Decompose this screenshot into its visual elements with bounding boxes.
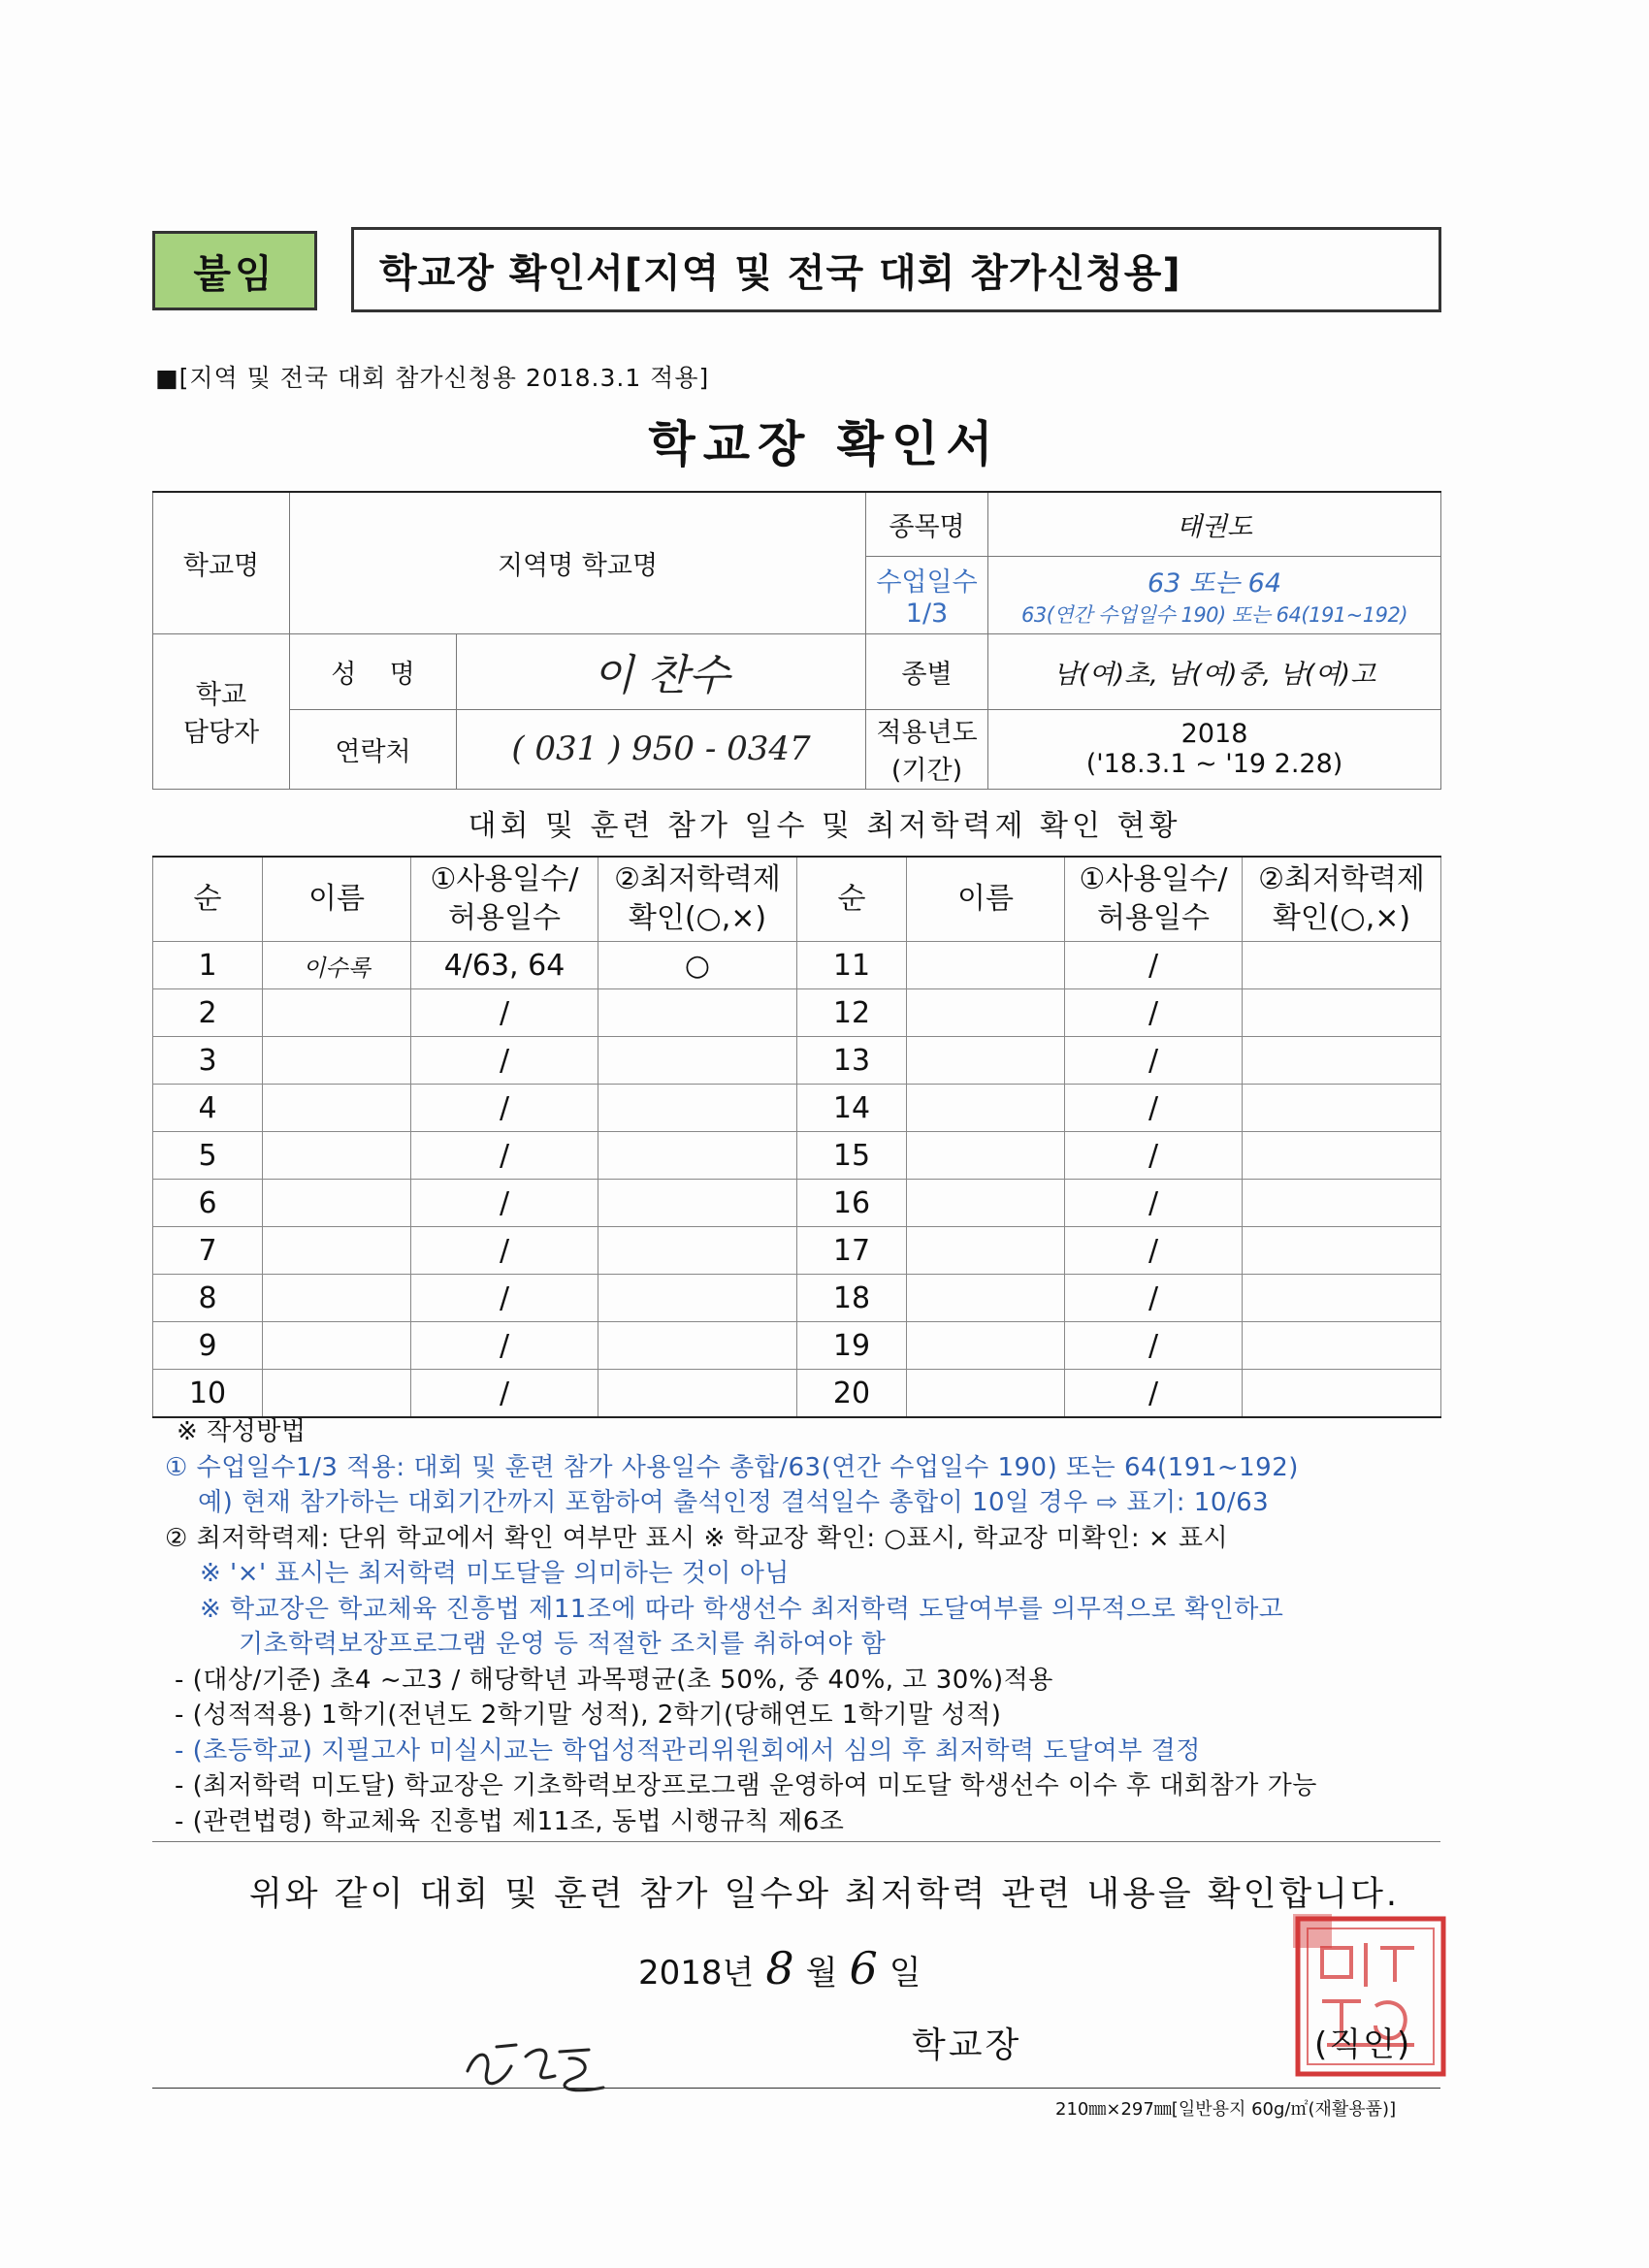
instructions-heading: ※ 작성방법 bbox=[177, 1417, 307, 1446]
table-row bbox=[153, 1180, 1441, 1227]
row-check bbox=[1243, 1085, 1441, 1132]
row-check bbox=[598, 1275, 797, 1322]
row-name bbox=[263, 1322, 411, 1370]
instructions-lines bbox=[165, 1450, 1445, 1840]
period-value-line2: ('18.3.1 ~ '19 2.28) bbox=[1085, 749, 1343, 779]
row-days: / bbox=[1065, 1037, 1243, 1085]
instruction-line: - (초등학교) 지필고사 미실시교는 학업성적관리위원회에서 심의 후 최저학력 도달여부 결정 bbox=[175, 1735, 1201, 1766]
row-number: 18 bbox=[797, 1275, 907, 1322]
row-check bbox=[598, 989, 797, 1037]
header-days-line2: 허용일수 bbox=[448, 901, 561, 935]
row-days: / bbox=[1065, 942, 1243, 989]
row-number: 17 bbox=[797, 1227, 907, 1275]
row-days: / bbox=[1065, 1227, 1243, 1275]
row-name bbox=[263, 1227, 411, 1275]
row-number: 4 bbox=[153, 1085, 263, 1132]
school-info-table bbox=[152, 491, 1440, 790]
table-row bbox=[153, 1275, 1441, 1322]
row-days: / bbox=[1065, 1132, 1243, 1180]
row-name bbox=[907, 1037, 1065, 1085]
instruction-line: ② 최저학력제: 단위 학교에서 확인 여부만 표시 ※ 학교장 확인: ○표시, 학교장 미확인: × 표시 bbox=[165, 1523, 1229, 1553]
type-value: 남(여)초, 남(여)중, 남(여)고 bbox=[988, 633, 1441, 709]
row-name bbox=[263, 1037, 411, 1085]
row-check: ○ bbox=[598, 942, 797, 989]
seal-label: (직인) bbox=[1314, 2025, 1412, 2064]
row-number: 19 bbox=[797, 1322, 907, 1370]
header-days-line2: 허용일수 bbox=[1097, 901, 1210, 935]
row-check bbox=[598, 1370, 797, 1418]
row-name bbox=[263, 1370, 411, 1418]
instruction-line: - (관련법령) 학교체육 진흥법 제11조, 동법 시행규칙 제6조 bbox=[175, 1806, 845, 1836]
manager-label bbox=[153, 633, 290, 789]
school-name-value: 지역명 학교명 bbox=[290, 492, 866, 633]
date-day: 6 bbox=[849, 1942, 878, 1994]
contact-value: ( 031 ) 950 - 0347 bbox=[457, 709, 866, 789]
participation-rows bbox=[153, 942, 1441, 1418]
confirmation-statement: 위와 같이 대회 및 훈련 참가 일수와 최저학력 관련 내용을 확인합니다. bbox=[248, 1875, 1401, 1914]
header-days-line1: ①사용일수/ bbox=[430, 862, 579, 896]
row-name bbox=[907, 942, 1065, 989]
row-name bbox=[907, 1227, 1065, 1275]
paper-spec-footer: 210㎜×297㎜[일반용지 60g/㎡(재활용품)] bbox=[1055, 2099, 1397, 2120]
instruction-line: 기초학력보장프로그램 운영 등 적절한 조치를 취하여야 함 bbox=[239, 1630, 887, 1659]
row-name bbox=[263, 989, 411, 1037]
row-number: 5 bbox=[153, 1132, 263, 1180]
row-days: / bbox=[411, 1085, 598, 1132]
table-row bbox=[153, 1037, 1441, 1085]
header-days bbox=[1065, 857, 1243, 942]
row-days: / bbox=[1065, 1085, 1243, 1132]
instruction-line: ※ 학교장은 학교체육 진흥법 제11조에 따라 학생선수 최저학력 도달여부를 의무적으로 확인하고 bbox=[200, 1594, 1284, 1624]
row-number: 11 bbox=[797, 942, 907, 989]
row-check bbox=[1243, 942, 1441, 989]
row-name bbox=[907, 1370, 1065, 1418]
date-month-unit: 월 bbox=[805, 1954, 838, 1993]
row-number: 15 bbox=[797, 1132, 907, 1180]
type-label: 종별 bbox=[866, 633, 988, 709]
class-days-label bbox=[866, 556, 988, 633]
contact-label: 연락처 bbox=[290, 709, 457, 789]
table-row bbox=[153, 1085, 1441, 1132]
row-days: / bbox=[411, 1132, 598, 1180]
row-name bbox=[907, 1085, 1065, 1132]
table-row bbox=[153, 989, 1441, 1037]
instructions bbox=[165, 1414, 1445, 1839]
row-check bbox=[1243, 1037, 1441, 1085]
row-days: / bbox=[1065, 1322, 1243, 1370]
row-name bbox=[263, 1180, 411, 1227]
header-check-line2: 확인(○,×) bbox=[628, 901, 767, 935]
signing-date bbox=[638, 1942, 922, 1994]
row-check bbox=[598, 1037, 797, 1085]
row-name bbox=[907, 1132, 1065, 1180]
row-number: 3 bbox=[153, 1037, 263, 1085]
period-value bbox=[988, 709, 1441, 789]
row-number: 8 bbox=[153, 1275, 263, 1322]
header-no: 순 bbox=[797, 857, 907, 942]
instruction-line: - (대상/기준) 초4 ~고3 / 해당학년 과목평균(초 50%, 중 40%, 고 30%)적용 bbox=[175, 1665, 1053, 1695]
row-check bbox=[1243, 1275, 1441, 1322]
row-check bbox=[598, 1227, 797, 1275]
row-check bbox=[1243, 1370, 1441, 1418]
row-days: / bbox=[1065, 989, 1243, 1037]
instruction-line: - (최저학력 미도달) 학교장은 기초학력보장프로그램 운영하여 미도달 학생선수 이수 후 대회참가 가능 bbox=[175, 1771, 1317, 1800]
table-row bbox=[153, 942, 1441, 989]
period-label-line2: (기간) bbox=[890, 756, 963, 786]
class-days-value-line1: 63 또는 64 bbox=[1147, 567, 1282, 599]
header-check-line1: ②최저학력제 bbox=[614, 862, 781, 896]
name-value: 이 찬수 bbox=[457, 633, 866, 709]
header-check bbox=[1243, 857, 1441, 942]
row-name bbox=[907, 1322, 1065, 1370]
header-name: 이름 bbox=[907, 857, 1065, 942]
row-days: / bbox=[411, 1370, 598, 1418]
row-check bbox=[1243, 1180, 1441, 1227]
row-check bbox=[1243, 1227, 1441, 1275]
participation-table bbox=[152, 856, 1440, 1418]
date-year: 2018년 bbox=[638, 1954, 755, 1993]
row-days: 4/63, 64 bbox=[411, 942, 598, 989]
page-title: 학교장 확인서 bbox=[648, 416, 1001, 472]
period-label-line1: 적용년도 bbox=[876, 718, 978, 748]
row-days: / bbox=[1065, 1180, 1243, 1227]
date-month: 8 bbox=[765, 1942, 794, 1994]
row-name bbox=[907, 1275, 1065, 1322]
document-header-title: 학교장 확인서[지역 및 전국 대회 참가신청용] bbox=[351, 227, 1441, 312]
row-number: 6 bbox=[153, 1180, 263, 1227]
date-day-unit: 일 bbox=[889, 1954, 922, 1993]
class-days-label-line1: 수업일수 bbox=[876, 567, 978, 598]
table-row bbox=[153, 1322, 1441, 1370]
instruction-line: ※ '×' 표시는 최저학력 미도달을 의미하는 것이 아님 bbox=[200, 1559, 790, 1588]
row-name bbox=[907, 1180, 1065, 1227]
header-days-line1: ①사용일수/ bbox=[1079, 862, 1228, 896]
application-notice: ■[지역 및 전국 대회 참가신청용 2018.3.1 적용] bbox=[155, 364, 710, 392]
instruction-line: - (성적적용) 1학기(전년도 2학기말 성적), 2학기(당해연도 1학기말 성적) bbox=[175, 1701, 1002, 1730]
row-check bbox=[598, 1322, 797, 1370]
header-check bbox=[598, 857, 797, 942]
attachment-badge: 붙임 bbox=[152, 231, 317, 310]
row-days: / bbox=[411, 1227, 598, 1275]
section-title: 대회 및 훈련 참가 일수 및 최저학력제 확인 현황 bbox=[468, 809, 1181, 843]
principal-label: 학교장 bbox=[912, 2025, 1022, 2065]
class-days-value bbox=[988, 556, 1441, 633]
row-number: 14 bbox=[797, 1085, 907, 1132]
period-value-line1: 2018 bbox=[1180, 719, 1248, 749]
row-number: 12 bbox=[797, 989, 907, 1037]
event-value: 태권도 bbox=[988, 492, 1441, 556]
row-days: / bbox=[1065, 1275, 1243, 1322]
class-days-label-line2: 1/3 bbox=[905, 599, 949, 629]
row-number: 16 bbox=[797, 1180, 907, 1227]
table-row bbox=[153, 1132, 1441, 1180]
row-number: 1 bbox=[153, 942, 263, 989]
instruction-line: ① 수업일수1/3 적용: 대회 및 훈련 참가 사용일수 총합/63(연간 수업일수 190) 또는 64(191~192) bbox=[165, 1452, 1299, 1482]
row-number: 20 bbox=[797, 1370, 907, 1418]
instruction-line: 예) 현재 참가하는 대회기간까지 포함하여 출석인정 결석일수 총합이 10일 경우 ⇨ 표기: 10/63 bbox=[198, 1488, 1270, 1517]
row-number: 2 bbox=[153, 989, 263, 1037]
row-number: 7 bbox=[153, 1227, 263, 1275]
row-name: 이수록 bbox=[263, 942, 411, 989]
divider bbox=[152, 1841, 1440, 1842]
row-number: 9 bbox=[153, 1322, 263, 1370]
header-check-line2: 확인(○,×) bbox=[1272, 901, 1411, 935]
row-name bbox=[263, 1275, 411, 1322]
row-check bbox=[1243, 1322, 1441, 1370]
period-label bbox=[866, 709, 988, 789]
manager-label-line1: 학교 bbox=[195, 680, 247, 710]
event-label: 종목명 bbox=[866, 492, 988, 556]
row-check bbox=[598, 1085, 797, 1132]
row-check bbox=[1243, 1132, 1441, 1180]
footer-divider bbox=[152, 2088, 1440, 2089]
header-check-line1: ②최저학력제 bbox=[1258, 862, 1425, 896]
row-days: / bbox=[411, 1037, 598, 1085]
name-label: 성 명 bbox=[290, 633, 457, 709]
row-days: / bbox=[1065, 1370, 1243, 1418]
row-number: 10 bbox=[153, 1370, 263, 1418]
header-no: 순 bbox=[153, 857, 263, 942]
row-name bbox=[263, 1132, 411, 1180]
school-name-label: 학교명 bbox=[153, 492, 290, 633]
handwritten-signature bbox=[458, 2018, 623, 2105]
row-days: / bbox=[411, 989, 598, 1037]
header-days bbox=[411, 857, 598, 942]
class-days-value-line2: 63(연간 수업일수 190) 또는 64(191~192) bbox=[1020, 602, 1408, 627]
row-check bbox=[1243, 989, 1441, 1037]
header-name: 이름 bbox=[263, 857, 411, 942]
row-check bbox=[598, 1180, 797, 1227]
row-days: / bbox=[411, 1322, 598, 1370]
row-days: / bbox=[411, 1275, 598, 1322]
row-name bbox=[907, 989, 1065, 1037]
row-name bbox=[263, 1085, 411, 1132]
row-number: 13 bbox=[797, 1037, 907, 1085]
manager-label-line2: 담당자 bbox=[182, 718, 260, 748]
row-check bbox=[598, 1132, 797, 1180]
table-row bbox=[153, 1370, 1441, 1418]
row-days: / bbox=[411, 1180, 598, 1227]
table-row bbox=[153, 1227, 1441, 1275]
